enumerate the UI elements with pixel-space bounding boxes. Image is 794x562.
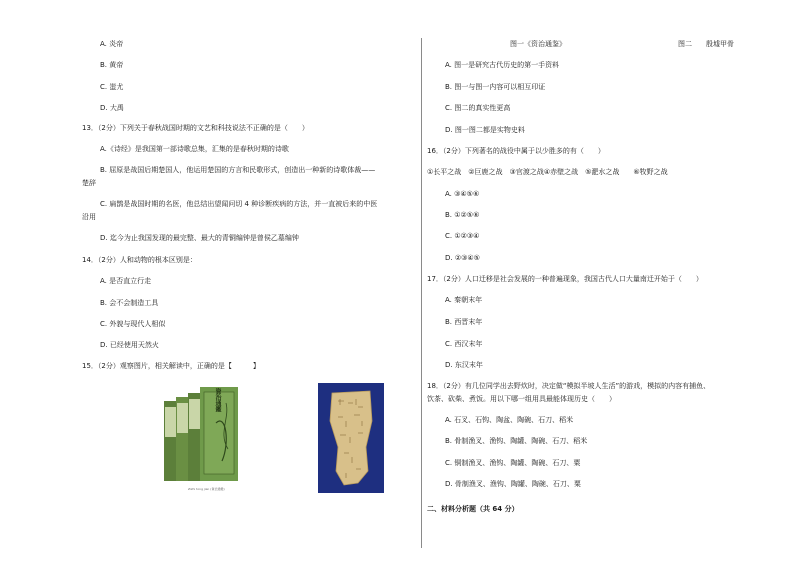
section-two-heading: 二、材料分析题（共 64 分） — [427, 505, 519, 513]
q15-option-c: C. 图二的真实性更高 — [445, 104, 511, 112]
q12-option-b: B. 黄帝 — [100, 61, 124, 69]
q13-option-b: B. 屈原是战国后期楚国人，他运用楚国的方言和民歌形式，创造出一种新的诗歌体裁—— — [100, 166, 376, 174]
q17-option-a: A. 秦朝末年 — [445, 296, 483, 304]
q18-option-d: D. 骨制渔叉、渔钩、陶罐、陶碗、石刀、粟 — [445, 480, 581, 488]
q13-option-b-cont: 楚辞 — [82, 179, 96, 187]
figure-caption-2: 图二 殷墟甲骨 — [678, 40, 734, 48]
q14-option-a: A. 是否直立行走 — [100, 277, 152, 285]
q16-choices: ①长平之战 ②巨鹿之战 ③官渡之战④赤壁之战 ⑤淝水之战 ⑥牧野之战 — [427, 168, 668, 176]
q13-option-d: D. 迄今为止我国发现的最完整、最大的青铜编钟是曾侯乙墓编钟 — [100, 234, 299, 242]
q16-option-b: B. ①②⑤⑥ — [445, 211, 480, 219]
q18-option-c: C. 铜制渔叉、渔钩、陶罐、陶碗、石刀、粟 — [445, 459, 581, 467]
oracle-bone-image — [318, 383, 384, 493]
q15-option-b: B. 图一与图一内容可以相互印证 — [445, 83, 546, 91]
q16-stem: 16．（2分）下列著名的战役中属于以少胜多的有（ ） — [427, 147, 605, 155]
q14-stem: 14．（2分）人和动物的根本区别是： — [82, 256, 197, 264]
q14-option-d: D. 已经使用天然火 — [100, 341, 159, 349]
q13-option-c-cont: 沿用 — [82, 213, 96, 221]
q15-option-a: A. 图一是研究古代历史的第一手资料 — [445, 61, 560, 69]
oracle-bone-shape — [326, 387, 376, 487]
q18-stem-line-1: 18．（2分）有几位同学出去野炊时，决定做“模拟半坡人生活”的游戏，模拟的内容有捕鱼、 — [427, 382, 711, 390]
book-cover-title: 資治通鑑 — [214, 388, 221, 412]
q17-option-d: D. 东汉末年 — [445, 361, 483, 369]
q13-option-a: A.《诗经》是我国第一部诗歌总集，汇集的是春秋时期的诗歌 — [100, 145, 289, 153]
q16-option-c: C. ①②③④ — [445, 232, 480, 240]
q15-option-d: D. 图一图二都是实物史料 — [445, 126, 525, 134]
q13-option-c: C. 扁鹊是战国时期的名医，他总结出望闻问切 4 种诊断疾病的方法，并一直被后来的中医 — [100, 200, 378, 208]
book-image-caption: Zizhi tong jian (資治通鑑) — [188, 487, 225, 491]
q12-option-a: A. 炎帝 — [100, 40, 124, 48]
oracle-bone-side-note — [394, 400, 400, 460]
q16-option-d: D. ②③④⑤ — [445, 254, 480, 262]
q17-option-c: C. 西汉末年 — [445, 340, 483, 348]
q12-option-c: C. 蚩尤 — [100, 83, 124, 91]
q13-stem: 13．（2分）下列关于春秋战国时期的文艺和科技说法不正确的是（ ） — [82, 124, 309, 132]
q18-stem-line-2: 饮茶、砍柴、煮饭。用以下哪一组用具最能体现历史（ ） — [427, 395, 616, 403]
q14-option-c: C. 外貌与现代人相似 — [100, 320, 166, 328]
q18-option-b: B. 骨制渔叉、渔钩、陶罐、陶碗、石刀、稻米 — [445, 437, 588, 445]
figure-caption-1: 图一《资治通鉴》 — [510, 40, 566, 48]
q17-option-b: B. 西晋末年 — [445, 318, 483, 326]
q18-option-a: A. 石叉、石钩、陶盆、陶碗、石刀、稻米 — [445, 416, 574, 424]
column-divider — [421, 38, 422, 548]
q17-stem: 17．（2分）人口迁移是社会发展的一种普遍现象，我国古代人口大量南迁开始于（ ） — [427, 275, 703, 283]
q15-stem: 15．（2分）观察图片，相关解读中，正确的是【 】 — [82, 362, 260, 370]
q14-option-b: B. 会不会制造工具 — [100, 299, 159, 307]
zizhi-tongjian-books-image — [156, 383, 240, 493]
q16-option-a: A. ③④⑤⑥ — [445, 190, 480, 198]
q12-option-d: D. 大禹 — [100, 104, 124, 112]
